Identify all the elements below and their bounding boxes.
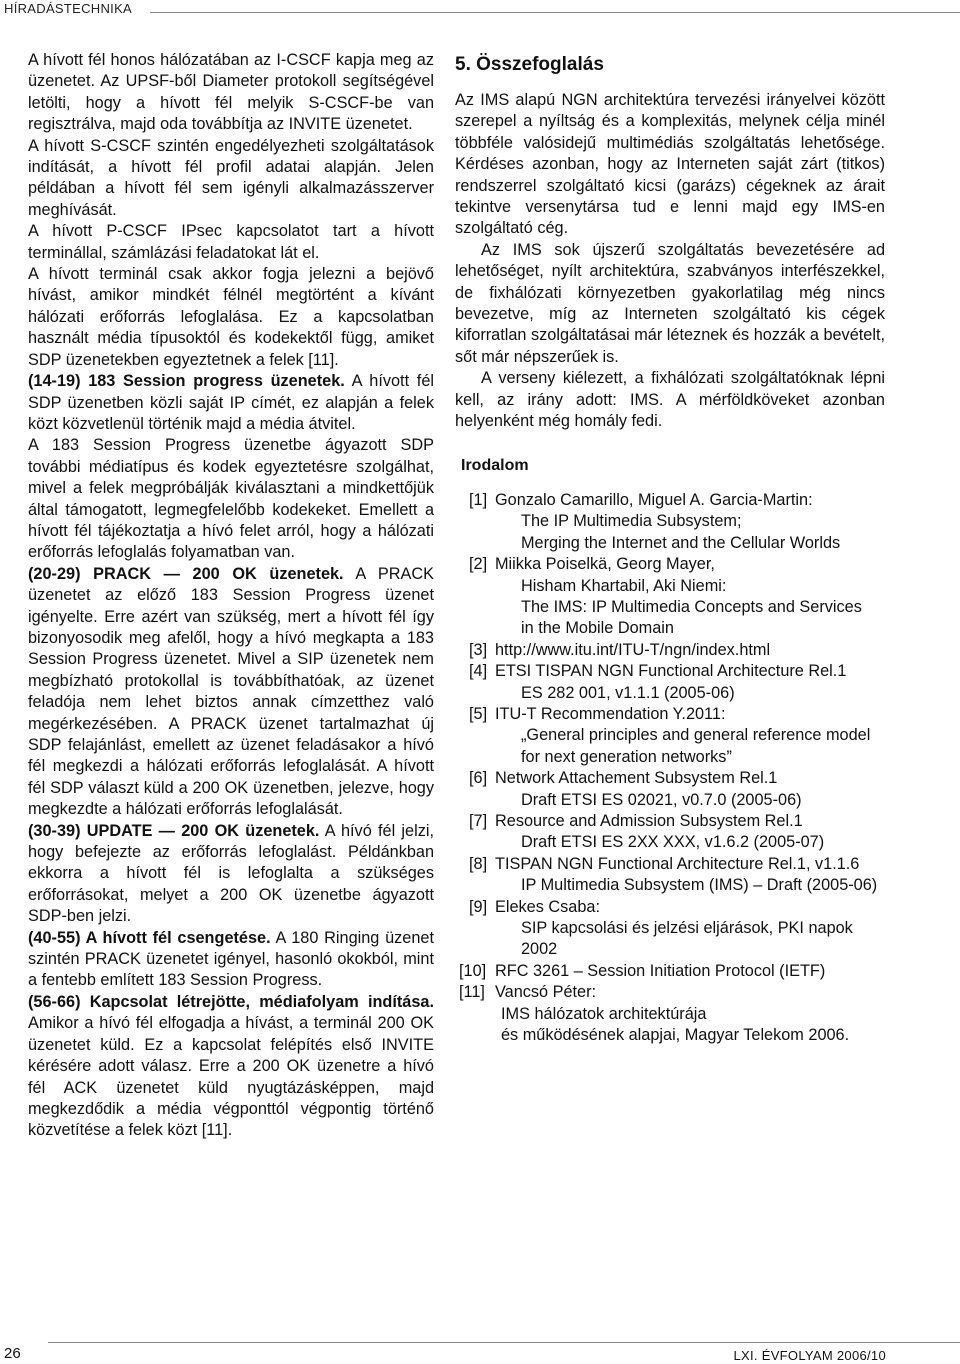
reference-line: http://www.itu.int/ITU-T/ngn/index.html <box>495 640 771 659</box>
paragraph: A 183 Session Progress üzenetbe ágyazott SDP további médiatípus és kodek egyeztetésre szolgálhat, mivel a felek megpróbálják kiválasztani a mindkettőjük által támogatott, legmegfelelőbb kodekeket. Emellett a hívott fél tájékoztatja a hívó felet arról, hogy a hálózati erőforrás lefoglalás folyamatban van. <box>28 436 434 562</box>
reference-number: [9] <box>469 897 488 916</box>
reference-item <box>455 982 885 1046</box>
reference-number: [10] <box>459 961 487 980</box>
reference-number: [2] <box>469 555 488 574</box>
paragraph: A hívott terminál csak akkor fogja jelezni a bejövő hívást, amikor mindkét félnél megtörtént a kívánt hálózati erőforrás lefoglalása. Ez a kapcsolatban használt média típusoktól és kodekektől függ, amiket SDP üzenetekben egyeztetnek a felek [11]. <box>28 265 434 369</box>
reference-line: TISPAN NGN Functional Architecture Rel.1, v1.1.6 <box>495 854 860 873</box>
reference-line: Miikka Poiselkä, Georg Mayer, <box>495 555 715 574</box>
reference-item <box>455 661 885 704</box>
paragraph <box>28 992 434 1142</box>
reference-item <box>455 961 885 982</box>
reference-line: IP Multimedia Subsystem (IMS) – Draft (2005-06) <box>521 876 878 895</box>
reference-line: Draft ETSI ES 2XX XXX, v1.6.2 (2005-07) <box>521 833 825 852</box>
step-heading: (40-55) A hívott fél csengetése. <box>28 928 271 947</box>
footer-rule <box>48 1342 960 1343</box>
step-text: A PRACK üzenetet az előző 183 Session Progress üzenet igényelte. Erre azért van szükség, mert a hívott fél így bizonyosodik meg afelől, hogy a hívó megkapta a 183 Session Progress üzenetet. Mivel a SIP üzenetek nem megbízható protokollal is továbbíthatóak, az üzenet feladója nem lehet biztos annak címzetthez való megérkezésében. A PRACK üzenet tartalmazhat új SDP felajánlást, emellett az üzenet feladásakor a hívó fél megkezdi a hálózati erőforrás lefoglalását. A hívott fél SDP választ küld a 200 OK üzenetben, jelezve, hogy megkezdte a hálózati erőforrás lefoglalását. <box>28 564 435 819</box>
reference-line: „General principles and general reference model <box>521 726 871 745</box>
reference-item <box>455 490 885 554</box>
reference-number: [4] <box>469 662 488 681</box>
paragraph: A hívott fél honos hálózatában az I-CSCF kapja meg az üzenetet. Az UPSF-ből Diameter protokoll segítségével letölti, hogy a hívott fél melyik S-CSCF-be van regisztrálva, majd oda továbbítja az INVITE üzenetet. <box>28 51 434 134</box>
reference-list <box>455 490 885 1047</box>
paragraph <box>28 564 434 821</box>
paragraph: Az IMS alapú NGN architektúra tervezési irányelvei között szerepel a nyíltság és a komplexitás, melynek célja minél többféle valósidejű multimédiás szolgáltatás lehetősége. Kérdéses azonban, hogy az Interneten saját zárt (titkos) rendszerrel szolgáltató kicsi (garázs) cégeknek az árait tekintve versenytársa tud e lenni majd egy IMS-en szolgáltató cég. <box>455 91 885 238</box>
step-text: A hívó fél jelzi, hogy befejezte az erőforrás lefoglalást. Példánkban ekkorra a hívott fél is lefoglalta a szükséges erőforrásokat, melyet a 200 OK üzenetbe ágyazott SDP-ben jelzi. <box>28 821 434 926</box>
volume-label: LXI. ÉVFOLYAM 2006/10 <box>733 1348 886 1363</box>
section-title: 5. Összefoglalás <box>455 54 604 75</box>
reference-line: for next generation networks” <box>521 747 732 766</box>
reference-item <box>455 640 885 661</box>
step-heading: (56-66) Kapcsolat létrejötte, médiafolyam indítása. <box>28 992 434 1011</box>
paragraph: A verseny kiélezett, a fixhálózati szolgáltatóknak lépni kell, az irány adott: IMS. A mérföldköveket azonban helyenként még homály fedi. <box>455 369 885 431</box>
reference-line: Draft ETSI ES 02021, v0.7.0 (2005-06) <box>521 790 802 809</box>
reference-line: Elekes Csaba: <box>495 897 600 916</box>
step-text: A 180 Ringing üzenet szintén PRACK üzenetet igényel, hasonló okokból, mint a fentebb említett 183 Session Progress. <box>28 928 434 990</box>
paragraph: A hívott P-CSCF IPsec kapcsolatot tart a hívott terminállal, számlázási feladatokat lát el. <box>28 222 434 262</box>
paragraph <box>28 928 434 992</box>
reference-item <box>455 704 885 768</box>
references-heading: Irodalom <box>461 456 529 474</box>
reference-line: in the Mobile Domain <box>521 619 674 638</box>
reference-number: [8] <box>469 854 488 873</box>
reference-item <box>455 768 885 811</box>
reference-line: Vancsó Péter: <box>495 983 597 1002</box>
reference-line: SIP kapcsolási és jelzési eljárások, PKI napok 2002 <box>521 919 853 959</box>
reference-line: Gonzalo Camarillo, Miguel A. Garcia-Martin: <box>495 490 813 509</box>
page-number: 26 <box>4 1345 21 1362</box>
reference-number: [5] <box>469 704 488 723</box>
reference-line: Hisham Khartabil, Aki Niemi: <box>521 576 727 595</box>
reference-number: [11] <box>459 983 485 1002</box>
reference-line: Network Attachement Subsystem Rel.1 <box>495 769 778 788</box>
reference-number: [7] <box>469 812 488 830</box>
step-text: Amikor a hívó fél elfogadja a hívást, a terminál 200 OK üzenetet küld. Ez a kapcsolat felépítés első INVITE kérésére adott válasz. Erre a 200 OK üzenetre a hívó fél ACK üzenetet küld nyugtázásképpen, majd megkezdődik a média végponttól végpontig történő közvetítése a felek közt [11]. <box>28 1014 434 1140</box>
right-column <box>455 50 885 1046</box>
step-heading: (20-29) PRACK — 200 OK üzenetek. <box>28 564 344 583</box>
paragraph <box>28 821 434 928</box>
reference-line: The IMS: IP Multimedia Concepts and Services <box>521 597 862 616</box>
reference-line: The IP Multimedia Subsystem; <box>521 512 742 531</box>
step-heading: (30-39) UPDATE — 200 OK üzenetek. <box>28 821 320 840</box>
reference-line: ITU-T Recommendation Y.2011: <box>495 704 726 723</box>
reference-item <box>455 897 885 961</box>
reference-line: ETSI TISPAN NGN Functional Architecture Rel.1 <box>495 662 847 681</box>
reference-item <box>455 554 885 640</box>
reference-line: és működésének alapjai, Magyar Telekom 2006. <box>501 1026 850 1045</box>
header-rule <box>150 12 960 13</box>
paragraph: A hívott S-CSCF szintén engedélyezheti szolgáltatások indítását, a hívott fél profil adatai alapján. Jelen példában a hívott fél sem igényli alkalmazásszerver meghívását. <box>28 136 434 219</box>
running-header: HÍRADÁSTECHNIKA <box>4 1 133 16</box>
reference-line: RFC 3261 – Session Initiation Protocol (IETF) <box>495 961 826 980</box>
reference-line: IMS hálózatok architektúrája <box>501 1004 707 1023</box>
reference-item <box>455 854 885 897</box>
left-column <box>28 50 434 1142</box>
paragraph <box>28 371 434 435</box>
reference-number: [1] <box>469 490 488 509</box>
reference-line: Merging the Internet and the Cellular Worlds <box>521 533 841 552</box>
step-text: A hívott fél SDP üzenetben közli saját IP címét, ez alapján a felek közt közvetlenül történik majd a média átvitel. <box>28 372 434 433</box>
reference-line: Resource and Admission Subsystem Rel.1 <box>495 812 803 830</box>
reference-line: ES 282 001, v1.1.1 (2005-06) <box>521 683 735 702</box>
reference-number: [6] <box>469 769 488 788</box>
step-heading: (14-19) 183 Session progress üzenetek. <box>28 372 345 391</box>
paragraph: Az IMS sok újszerű szolgáltatás bevezetésére ad lehetőséget, nyílt architektúra, szabványos interfészekkel, de fixhálózati környezetben gyakorlatilag még nincs bevezetve, míg az Interneten szolgáltató kis cégek kiforratlan szolgáltatásai már léteznek és hozzák a bevételt, sőt már népszerűek is. <box>455 240 885 366</box>
reference-item <box>455 811 885 854</box>
reference-number: [3] <box>469 640 488 659</box>
